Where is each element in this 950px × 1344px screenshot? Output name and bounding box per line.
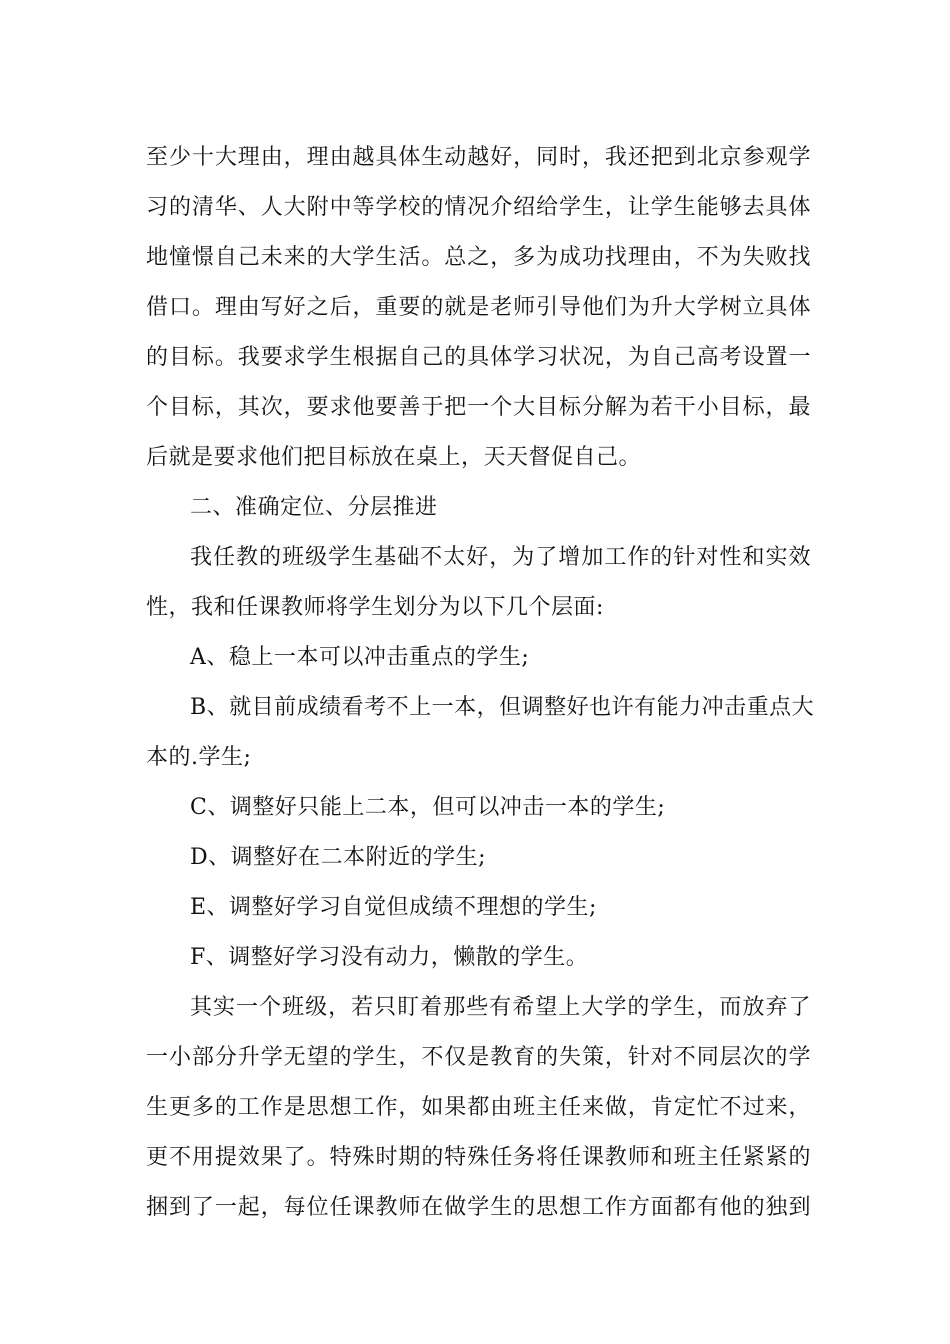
text-line: 生更多的工作是思想工作，如果都由班主任来做，肯定忙不过来， bbox=[146, 1095, 811, 1120]
text-line: C、调整好只能上二本，但可以冲击一本的学生; bbox=[190, 795, 666, 820]
text-line: 我任教的班级学生基础不太好，为了增加工作的针对性和实效 bbox=[190, 545, 811, 570]
text-line: 习的清华、人大附中等学校的情况介绍给学生，让学生能够去具体 bbox=[146, 195, 811, 220]
text-line: 二、准确定位、分层推进 bbox=[190, 495, 438, 520]
text-line: D、调整好在二本附近的学生; bbox=[190, 845, 487, 870]
text-line: 其实一个班级，若只盯着那些有希望上大学的学生，而放弃了 bbox=[190, 995, 811, 1020]
text-line: 的目标。我要求学生根据自己的具体学习状况，为自己高考设置一 bbox=[146, 345, 811, 370]
document-body bbox=[146, 133, 815, 1233]
text-line: 地憧憬自己未来的大学生活。总之，多为成功找理由，不为失败找 bbox=[146, 245, 811, 270]
text-line: B、就目前成绩看考不上一本，但调整好也许有能力冲击重点大 bbox=[190, 695, 815, 720]
text-line: 个目标，其次，要求他要善于把一个大目标分解为若干小目标，最 bbox=[146, 395, 811, 420]
text-line: 后就是要求他们把目标放在桌上，天天督促自己。 bbox=[146, 445, 642, 470]
text-line: A、稳上一本可以冲击重点的学生; bbox=[190, 645, 530, 670]
text-line: 本的.学生; bbox=[146, 745, 252, 770]
text-line: 至少十大理由，理由越具体生动越好，同时，我还把到北京参观学 bbox=[146, 145, 811, 170]
text-line: F、调整好学习没有动力，懒散的学生。 bbox=[190, 945, 589, 970]
text-line: E、调整好学习自觉但成绩不理想的学生; bbox=[190, 895, 597, 920]
text-line: 性，我和任课教师将学生划分为以下几个层面: bbox=[146, 595, 604, 620]
text-line: 更不用提效果了。特殊时期的特殊任务将任课教师和班主任紧紧的 bbox=[146, 1145, 811, 1170]
text-line: 捆到了一起，每位任课教师在做学生的思想工作方面都有他的独到 bbox=[146, 1195, 811, 1220]
text-line: 借口。理由写好之后，重要的就是老师引导他们为升大学树立具体 bbox=[146, 295, 811, 320]
text-line: 一小部分升学无望的学生，不仅是教育的失策，针对不同层次的学 bbox=[146, 1045, 811, 1070]
